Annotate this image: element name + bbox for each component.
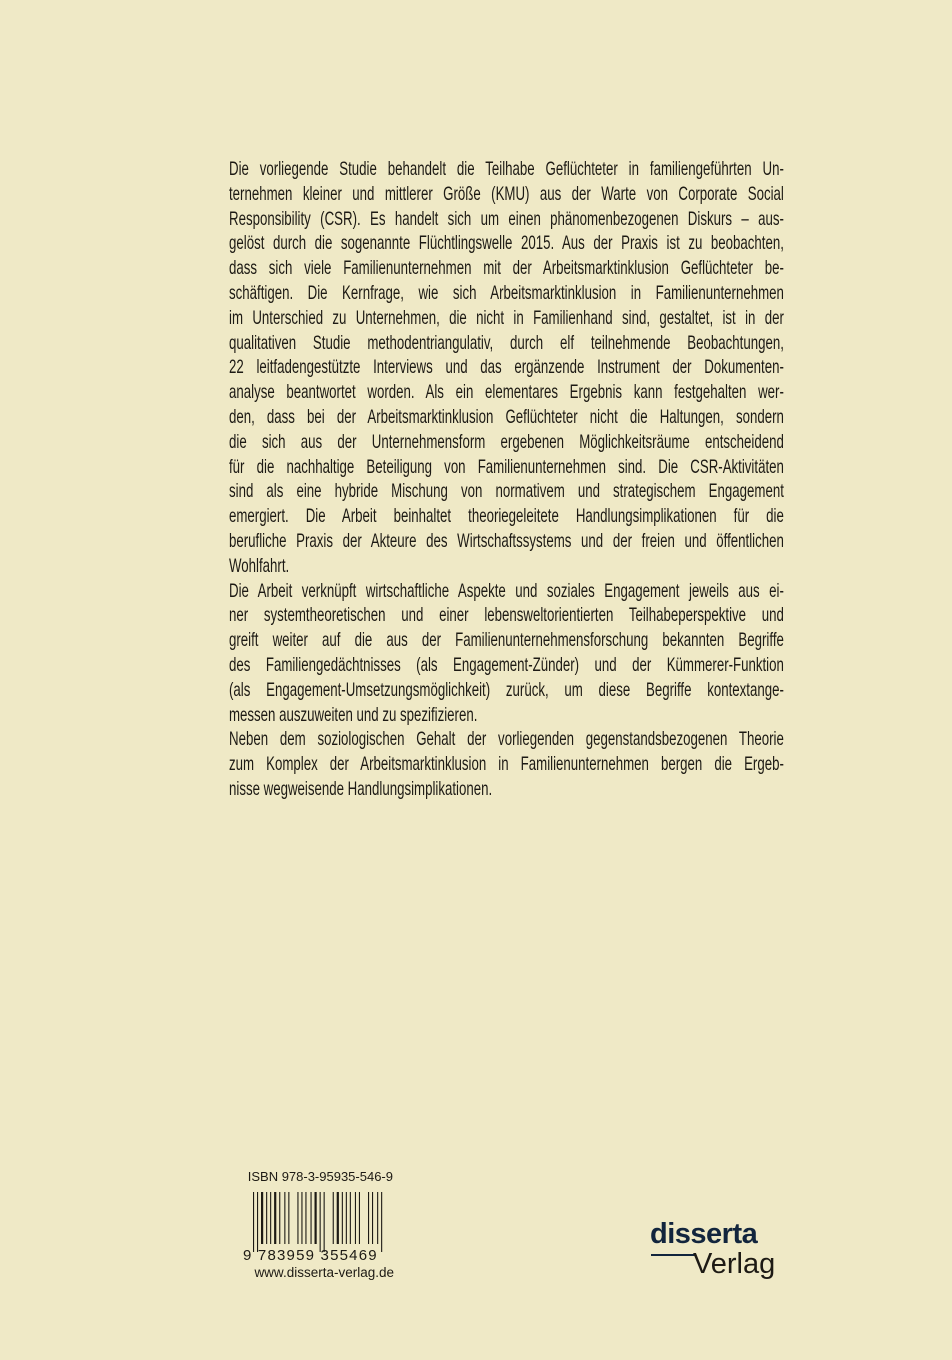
logo-rule — [651, 1254, 696, 1256]
barcode-bar — [359, 1192, 360, 1244]
barcode-bar — [257, 1192, 258, 1252]
barcode-bar — [301, 1192, 302, 1244]
barcode-bar — [274, 1192, 276, 1244]
blurb-line: zum Komplex der Arbeitsmarktinklusion in Familienunternehmen bergen die Ergeb- — [229, 753, 784, 776]
blurb-line: ner systemtheoretischen und einer lebensweltorientierten Teilhabeperspektive und — [229, 604, 784, 627]
barcode-bar — [346, 1192, 347, 1244]
barcode-bar — [305, 1192, 306, 1244]
barcode-bar — [377, 1192, 378, 1244]
publisher-url[interactable]: www.disserta-verlag.de — [254, 1265, 394, 1280]
barcode-bar — [311, 1192, 312, 1244]
barcode-bar — [297, 1192, 298, 1244]
blurb-line: Neben dem soziologischen Gehalt der vorliegenden gegenstandsbezogenen Theorie — [229, 728, 784, 751]
isbn-barcode — [243, 1192, 393, 1262]
blurb-line: den, dass bei der Arbeitsmarktinklusion Geflüchteter nicht die Haltungen, sondern — [229, 405, 784, 428]
barcode-bar — [381, 1192, 382, 1252]
barcode-bar — [372, 1192, 373, 1244]
blurb-line: emergiert. Die Arbeit beinhaltet theoriegeleitete Handlungsimplikationen für die — [229, 505, 784, 528]
blurb-line: Die Arbeit verknüpft wirtschaftliche Aspekte und soziales Engagement jeweils aus ei- — [229, 579, 784, 602]
barcode-bar — [315, 1192, 317, 1244]
blurb-line: des Familiengedächtnisses (als Engagement-Zünder) und der Kümmerer-Funktion — [229, 653, 784, 676]
blurb-line: dass sich viele Familienunternehmen mit der Arbeitsmarktinklusion Geflüchteter be- — [229, 257, 784, 280]
barcode-bar — [284, 1192, 285, 1244]
blurb-line: analyse beantwortet worden. Als ein elementares Ergebnis kann festgehalten wer- — [229, 381, 784, 404]
barcode-bar — [253, 1192, 254, 1252]
barcode-bar — [288, 1192, 289, 1244]
blurb-line: (als Engagement-Umsetzungsmöglichkeit) zurück, um diese Begriffe kontextange- — [229, 678, 784, 701]
blurb-line: für die nachhaltige Beteiligung von Familienunternehmen sind. Die CSR-Aktivitäten — [229, 455, 784, 478]
barcode-bar — [355, 1192, 356, 1244]
blurb-line: im Unterschied zu Unternehmen, die nicht in Familienhand sind, gestaltet, ist in der — [229, 306, 784, 329]
barcode-bar — [337, 1192, 339, 1244]
barcode-bar — [266, 1192, 267, 1244]
logo-verlag: Verlag — [693, 1248, 776, 1280]
logo-disserta: disserta — [650, 1218, 758, 1250]
back-cover-blurb — [229, 157, 784, 802]
blurb-line: 22 leitfadengestützte Interviews und das ergänzende Instrument der Dokumenten- — [229, 356, 784, 379]
barcode-bar — [320, 1192, 321, 1252]
barcode-bar — [279, 1192, 280, 1244]
barcode-bar — [261, 1192, 263, 1244]
blurb-line: greift weiter auf die aus der Familienunternehmensforschung bekannten Begriffe — [229, 629, 784, 652]
blurb-line: Die vorliegende Studie behandelt die Teilhabe Geflüchteter in familiengeführten Un- — [229, 158, 784, 180]
blurb-line: gelöst durch die sogenannte Flüchtlingswelle 2015. Aus der Praxis ist zu beobachten, — [229, 232, 784, 255]
barcode-bar — [333, 1192, 334, 1244]
isbn-label: ISBN 978-3-95935-546-9 — [247, 1169, 393, 1184]
blurb-line: Wohlfahrt. — [229, 554, 290, 577]
blurb-line: berufliche Praxis der Akteure des Wirtschaftssystems und der freien und öffentlichen — [229, 529, 784, 552]
barcode-bar — [368, 1192, 369, 1244]
blurb-line: sind als eine hybride Mischung von normativem und strategischem Engagement — [229, 480, 784, 503]
barcode-digits: 9 783959 355469 — [243, 1247, 378, 1262]
blurb-line: nisse wegweisende Handlungsimplikationen. — [229, 777, 493, 800]
barcode-bar — [350, 1192, 351, 1244]
blurb-line: schäftigen. Die Kernfrage, wie sich Arbeitsmarktinklusion in Familienunternehmen — [229, 281, 784, 304]
blurb-line: Responsibility (CSR). Es handelt sich um einen phänomenbezogenen Diskurs – aus- — [229, 207, 784, 230]
publisher-logo — [650, 1218, 790, 1294]
blurb-line: ternehmen kleiner und mittlerer Größe (KMU) aus der Warte von Corporate Social — [229, 182, 784, 205]
barcode-bar — [324, 1192, 325, 1252]
blurb-line: qualitativen Studie methodentriangulativ, durch elf teilnehmende Beobachtungen, — [229, 331, 784, 354]
blurb-line: die sich aus der Unternehmensform ergebenen Möglichkeitsräume entscheidend — [229, 430, 784, 453]
barcode-bar — [342, 1192, 343, 1244]
blurb-line: messen auszuweiten und zu spezifizieren. — [229, 703, 478, 726]
barcode-bar — [270, 1192, 271, 1244]
